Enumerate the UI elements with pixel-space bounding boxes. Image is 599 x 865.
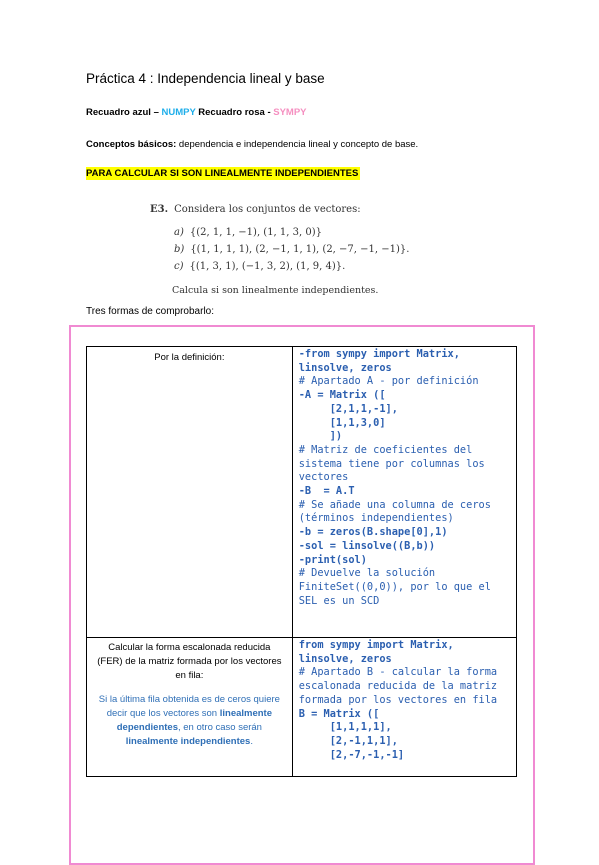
code-line: B = Matrix ([ [298, 707, 380, 720]
item-label: a) [174, 227, 184, 238]
concepts-line [86, 139, 418, 150]
code-line: -A = Matrix ([ [298, 389, 386, 402]
note-bold: linealmente independientes [125, 736, 251, 747]
code-line: [2,-7,-1,-1] [298, 748, 405, 761]
exercise-statement [150, 204, 440, 215]
code-comment: # Matriz de coeficientes del sistema tiene por columnas los vectores [298, 443, 491, 484]
method-cell [87, 638, 293, 777]
concepts-text: dependencia e independencia lineal y concepto de base. [176, 139, 419, 150]
item-text: {(2, 1, 1, −1), (1, 1, 3, 0)} [189, 227, 322, 238]
item-label: c) [174, 261, 184, 272]
code-line: [1,1,1,1], [298, 721, 392, 734]
exercise-item [174, 227, 440, 238]
code-cell [292, 347, 516, 638]
code-comment: # Se añade una columna de ceros (términos independientes) [298, 498, 498, 525]
method-title: Por la definición: [154, 352, 225, 363]
code-comment: # Devuelve la solución FiniteSet((0,0)), por lo que el SEL es un SCD [298, 567, 498, 607]
item-label: b) [174, 244, 185, 255]
method-cell [87, 347, 293, 638]
code-cell [292, 638, 516, 777]
exercise-instruction: Calcula si son linealmente independientes. [172, 285, 379, 296]
code-line: -sol = linsolve((B,b)) [298, 539, 436, 552]
table-row [87, 638, 517, 777]
method-note [87, 693, 292, 749]
code-comment: # Apartado A - por definición [298, 375, 479, 388]
exercise-statement-text: Considera los conjuntos de vectores: [174, 204, 361, 215]
table-row [87, 347, 517, 638]
legend-part1: Recuadro azul – [86, 107, 162, 118]
note-text: Si la última fila obtenida es de ceros quiere decir que los vectores son [98, 694, 280, 719]
sympy-label: SYMPY [273, 107, 307, 118]
method-title: Calcular la forma escalonada reducida (FER) de la matriz formada por los vectores en fila: [97, 642, 282, 681]
code-line: -from sympy import Matrix, linsolve, zeros [298, 348, 467, 374]
item-text: {(1, 3, 1), (−1, 3, 2), (1, 9, 4)}. [189, 261, 346, 272]
code-line: -b = zeros(B.shape[0],1) [298, 526, 448, 539]
code-line: [2,1,1,-1], [298, 402, 398, 415]
code-line: -B = A.T [298, 485, 355, 498]
legend-part2: Recuadro rosa - [195, 107, 274, 118]
code-line: -print(sol) [298, 553, 367, 566]
note-text: , en otro caso serán [178, 722, 262, 733]
highlighted-heading: PARA CALCULAR SI SON LINEALMENTE INDEPENDIENTES [86, 168, 359, 179]
three-ways-heading: Tres formas de comprobarlo: [86, 306, 215, 317]
code-line: from sympy import Matrix, linsolve, zeros [298, 639, 460, 665]
exercise-number: E3. [150, 204, 169, 215]
note-text: . [250, 736, 253, 747]
numpy-label: NUMPY [161, 107, 196, 118]
color-legend [86, 107, 307, 118]
code-line: [1,1,3,0] [298, 416, 386, 429]
exercise-image [150, 204, 440, 296]
code-line: ]) [298, 430, 343, 443]
exercise-item [174, 244, 440, 255]
code-comment: # Apartado B - calcular la forma escalonada reducida de la matriz formada por los vectores en fila [298, 666, 504, 706]
note-bold: linealmente dependientes [116, 708, 273, 733]
methods-table [86, 346, 517, 777]
exercise-item [174, 261, 440, 272]
page-title: Práctica 4 : Independencia lineal y base [86, 71, 325, 86]
code-line: [2,-1,1,1], [298, 734, 398, 747]
concepts-label: Conceptos básicos: [86, 139, 177, 150]
item-text: {(1, 1, 1, 1), (2, −1, 1, 1), (2, −7, −1, −1)}. [190, 244, 410, 255]
